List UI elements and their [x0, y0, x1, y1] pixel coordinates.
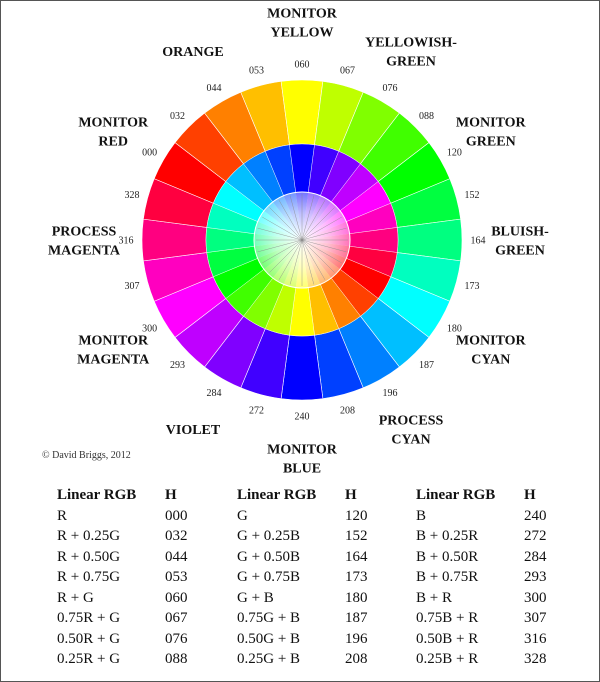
hue-value: 300 [524, 589, 547, 606]
hue-label: 000 [142, 147, 158, 159]
table-row [237, 547, 395, 568]
header-h: H [345, 486, 357, 503]
color-name-label: MONITOR [455, 333, 526, 349]
hue-value: 053 [165, 569, 188, 586]
rgb-table-red [57, 484, 215, 670]
hue-label: 284 [206, 387, 222, 399]
hue-value: 180 [345, 589, 368, 606]
table-row [237, 568, 395, 589]
rgb-formula: B + R [416, 589, 452, 606]
hue-value: 293 [524, 569, 547, 586]
table-row [57, 527, 215, 548]
table-row [237, 588, 395, 609]
hue-label: 152 [464, 189, 480, 201]
rgb-formula: 0.25G + B [237, 651, 301, 668]
color-name-label: MONITOR [455, 115, 526, 131]
hue-value: 032 [165, 528, 188, 545]
hue-label: 067 [340, 65, 356, 77]
hue-label: 044 [206, 83, 222, 95]
hue-value: 196 [345, 630, 368, 647]
hue-value: 000 [165, 507, 188, 524]
hue-value: 328 [524, 651, 547, 668]
header-linear-rgb: Linear RGB [416, 486, 496, 503]
rgb-formula: R + 0.25G [57, 528, 121, 545]
hue-value: 088 [165, 651, 188, 668]
color-name-label: YELLOW [270, 25, 334, 41]
hue-value: 060 [165, 589, 188, 606]
rgb-formula: 0.25R + G [57, 651, 121, 668]
rgb-formula: 0.50G + B [237, 630, 301, 647]
table-row [57, 588, 215, 609]
hue-value: 307 [524, 610, 547, 627]
table-row [416, 609, 574, 630]
rgb-formula: 0.50R + G [57, 630, 121, 647]
table-row [416, 588, 574, 609]
color-name-label: YELLOWISH- [365, 35, 457, 51]
hue-label: 208 [340, 405, 356, 417]
hue-value: 272 [524, 528, 547, 545]
color-name-label: VIOLET [165, 422, 221, 438]
color-name-label: MAGENTA [77, 352, 150, 368]
color-name-label: PROCESS [378, 413, 444, 429]
color-name-label: ORANGE [162, 45, 224, 61]
hue-label: 120 [446, 147, 462, 159]
table-row [57, 568, 215, 589]
hue-value: 067 [165, 610, 188, 627]
table-row [416, 568, 574, 589]
rgb-formula: R + 0.50G [57, 548, 121, 565]
center-disc [254, 192, 350, 288]
rgb-formula: G [237, 507, 248, 524]
hue-label: 196 [382, 387, 398, 399]
hue-label: 180 [446, 323, 462, 335]
hue-value: 164 [345, 548, 368, 565]
color-name-label: PROCESS [51, 224, 117, 240]
hue-label: 240 [294, 411, 310, 423]
rgb-formula: G + 0.50B [237, 548, 301, 565]
table-row [237, 506, 395, 527]
rgb-formula: 0.50B + R [416, 630, 479, 647]
header-h: H [524, 486, 536, 503]
rgb-formula: 0.25B + R [416, 651, 479, 668]
rgb-table-green [237, 484, 395, 670]
hue-label: 053 [248, 65, 264, 77]
color-name-label: MONITOR [78, 115, 149, 131]
rgb-formula: G + 0.75B [237, 569, 301, 586]
hue-value: 208 [345, 651, 368, 668]
color-name-label: GREEN [386, 54, 436, 70]
hue-label: 088 [418, 111, 434, 123]
hue-label: 076 [382, 83, 398, 95]
rgb-formula: B + 0.25R [416, 528, 479, 545]
rgb-formula: R + G [57, 589, 94, 606]
hue-value: 076 [165, 630, 188, 647]
hue-label: 293 [170, 359, 186, 371]
hue-label: 060 [294, 59, 310, 71]
table-row [237, 609, 395, 630]
hue-value: 152 [345, 528, 368, 545]
rgb-formula: 0.75G + B [237, 610, 301, 627]
color-name-label: MONITOR [267, 442, 337, 458]
table-row [237, 527, 395, 548]
hue-label: 300 [142, 323, 158, 335]
table-row [57, 547, 215, 568]
table-row [416, 650, 574, 671]
table-row [416, 547, 574, 568]
hue-label: 328 [124, 189, 140, 201]
header-linear-rgb: Linear RGB [237, 486, 317, 503]
rgb-formula: R [57, 507, 68, 524]
table-row [237, 629, 395, 650]
rgb-formula: B + 0.75R [416, 569, 479, 586]
rgb-formula: R + 0.75G [57, 569, 121, 586]
color-name-label: BLUISH- [491, 224, 549, 240]
hue-value: 316 [524, 630, 547, 647]
table-row [57, 609, 215, 630]
table-row [57, 650, 215, 671]
table-row [416, 629, 574, 650]
table-row [57, 629, 215, 650]
color-name-label: MAGENTA [47, 243, 121, 259]
color-name-label: GREEN [495, 243, 545, 259]
hue-value: 173 [345, 569, 368, 586]
hue-label: 173 [464, 281, 480, 293]
table-row [416, 527, 574, 548]
color-name-label: MONITOR [267, 6, 337, 22]
table-row [237, 650, 395, 671]
color-name-label: RED [98, 134, 128, 150]
rgb-table-blue [416, 484, 574, 670]
hue-label: 187 [418, 359, 434, 371]
hue-label: 316 [118, 235, 134, 247]
table-row [57, 506, 215, 527]
rgb-formula: G + B [237, 589, 274, 606]
hue-label: 272 [248, 405, 264, 417]
rgb-formula: B + 0.50R [416, 548, 479, 565]
color-name-label: CYAN [391, 432, 431, 448]
hue-value: 240 [524, 507, 547, 524]
hue-label: 164 [470, 235, 486, 247]
color-name-label: MONITOR [78, 333, 149, 349]
hue-value: 284 [524, 548, 547, 565]
color-name-label: BLUE [282, 461, 322, 477]
rgb-formula: G + 0.25B [237, 528, 301, 545]
table-row [416, 506, 574, 527]
color-name-label: GREEN [465, 134, 516, 150]
hue-value: 120 [345, 507, 368, 524]
header-linear-rgb: Linear RGB [57, 486, 137, 503]
header-h: H [165, 486, 177, 503]
hue-label: 032 [170, 111, 186, 123]
rgb-formula: 0.75R + G [57, 610, 121, 627]
rgb-formula: B [416, 507, 427, 524]
color-name-label: CYAN [471, 352, 511, 368]
hue-value: 044 [165, 548, 188, 565]
hue-value: 187 [345, 610, 368, 627]
rgb-formula: 0.75B + R [416, 610, 479, 627]
hue-label: 307 [124, 281, 140, 293]
credit-text: © David Briggs, 2012 [42, 450, 131, 461]
